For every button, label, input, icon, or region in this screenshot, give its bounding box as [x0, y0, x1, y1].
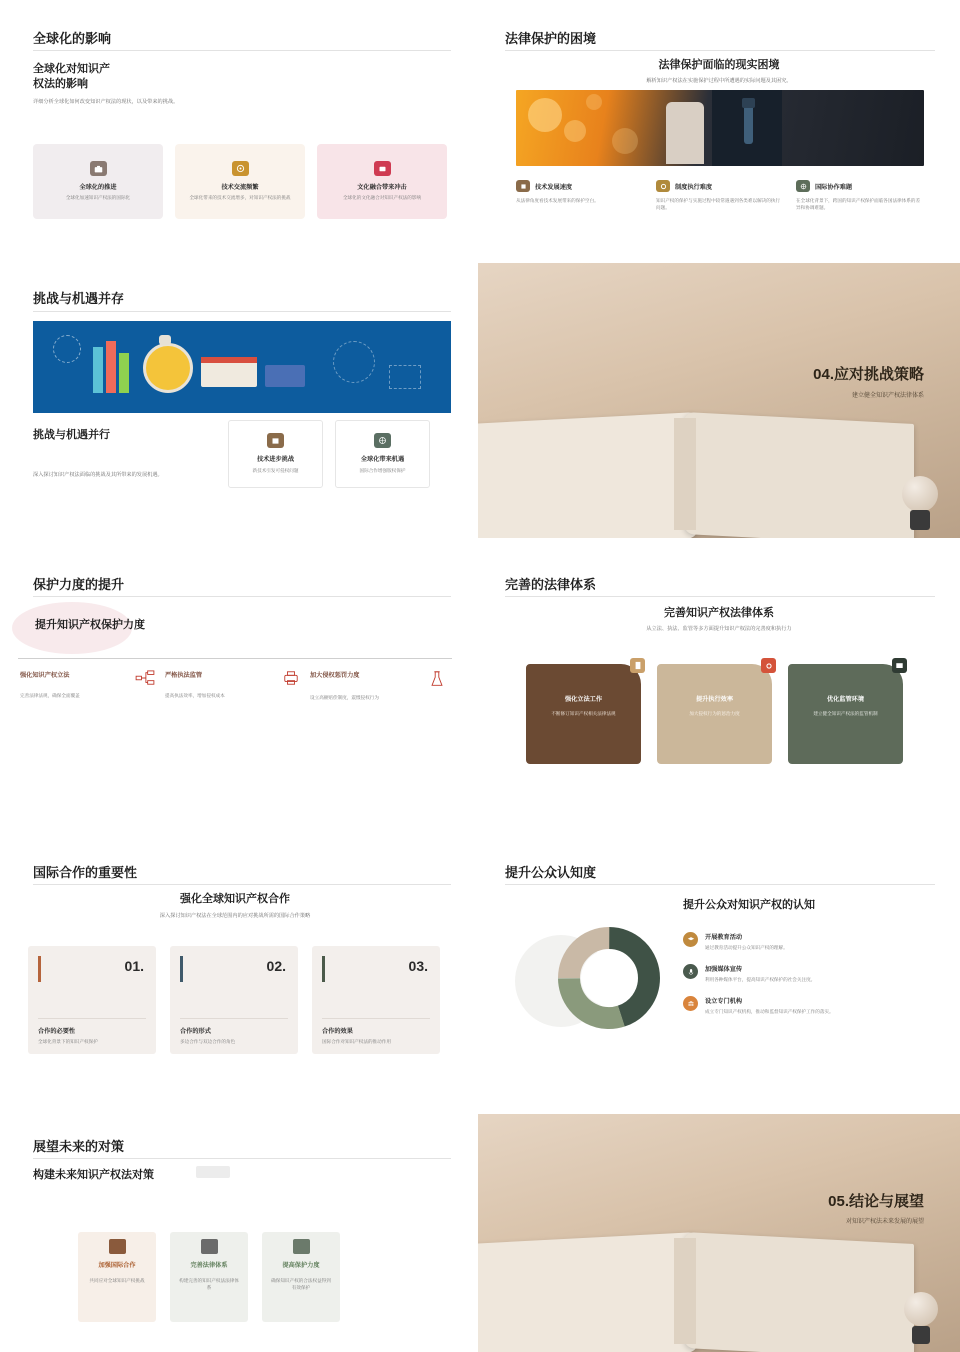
- slide8-title: 提升公众认知度: [505, 865, 597, 880]
- slide3-card-2-title: 全球化带来机遇: [360, 456, 405, 464]
- book-left-page: [478, 1232, 698, 1352]
- slide3-lead: [33, 426, 193, 480]
- slide7-card-3[interactable]: [312, 946, 440, 1054]
- slide2-sub-desc: 解析知识产权法在实施保护过程中所遭遇的实际问题及其困究。: [646, 78, 792, 84]
- gear-icon: [761, 658, 776, 673]
- slide5-column-list: [20, 670, 455, 701]
- slide2-col-2[interactable]: [656, 180, 782, 211]
- slide5-title: 保护力度的提升: [33, 577, 125, 592]
- slide2-sub-title: 法律保护面临的现实困境: [658, 59, 780, 71]
- slide5-columns-rule: [18, 658, 452, 659]
- slide5-divider: [33, 596, 451, 597]
- slide9-card-list: [78, 1232, 340, 1322]
- slide4-number-text: 04.应对挑战策略: [813, 366, 924, 383]
- accent-bar: [322, 956, 325, 982]
- slide2-col-3-title: 国际协作难题: [815, 183, 853, 191]
- slide3-card-1[interactable]: [228, 420, 323, 488]
- slide7-card-1-number: 01.: [124, 958, 144, 974]
- slide6-card-2[interactable]: [657, 664, 772, 764]
- doc-icon: [630, 658, 645, 673]
- slide2-col-1[interactable]: [516, 180, 642, 211]
- slide6-card-1-title: 强化立法工作: [564, 696, 603, 703]
- slide7-card-2-desc: 多边合作与双边合作的角色: [180, 1039, 236, 1044]
- book-icon: [267, 433, 284, 448]
- bank-icon: [683, 996, 698, 1011]
- slide3-banner-image: [33, 321, 451, 413]
- slide7-sub-desc: 深入探讨知识产权法在全球范围内的应对挑战所需的国际合作策略: [159, 913, 311, 919]
- accent-bar: [38, 956, 41, 982]
- mic-icon: [683, 964, 698, 979]
- slide6-card-3[interactable]: [788, 664, 903, 764]
- slide6-subhead: [478, 604, 960, 634]
- slide5-col-1[interactable]: [20, 670, 165, 701]
- slide4-section-number: [813, 363, 924, 399]
- slide8-subhead: 提升公众对知识产权的认知: [683, 899, 815, 911]
- slide-future-outlook: [0, 1114, 470, 1352]
- cube-icon: [109, 1239, 126, 1254]
- slide6-card-list: [526, 664, 903, 764]
- sphere-decor: [904, 1292, 938, 1326]
- slide8-item-1-desc: 通过教育活动提升公众知识产权的理解。: [705, 945, 788, 950]
- slide3-title: 挑战与机遇并存: [33, 291, 125, 306]
- slide8-item-2-desc: 利用各种媒体平台，提高知识产权保护的社会关注度。: [705, 977, 816, 983]
- globe-icon: [796, 180, 810, 192]
- cube-icon: [293, 1239, 310, 1254]
- slide5-col-2-desc: 提高执法效率，增加侵权成本: [165, 693, 225, 698]
- placeholder-block: [196, 1166, 230, 1178]
- slide2-title: 法律保护的困境: [505, 31, 597, 46]
- monitor-icon: [892, 658, 907, 673]
- slide3-card-2[interactable]: [335, 420, 430, 488]
- slide-section-04: [478, 263, 960, 538]
- slide10-section-number: [828, 1190, 924, 1225]
- slide2-col-1-title: 技术发展速度: [535, 183, 573, 191]
- slide1-card-list: [33, 144, 447, 219]
- slide9-card-1-title: 加强国际合作: [98, 1262, 136, 1269]
- slide-international-cooperation: [0, 834, 470, 1106]
- slide5-subhead: 提升知识产权保护力度: [35, 619, 145, 631]
- slide3-lead-desc: 深入探讨知识产权法面临的挑战及其所带来的发展机遇。: [33, 472, 163, 478]
- slide6-title: 完善的法律体系: [505, 577, 597, 592]
- donut-chart: [513, 906, 688, 1056]
- slide1-card-1[interactable]: [33, 144, 163, 219]
- gear-icon: [656, 180, 670, 192]
- slide3-card-1-title: 技术进步挑战: [256, 456, 295, 464]
- slide-globalization-impact: [0, 0, 470, 255]
- cap-icon: [683, 932, 698, 947]
- slide7-card-3-desc: 国际合作对知识产权法的推动作用: [322, 1039, 391, 1044]
- slide-legal-protection-dilemma: [478, 0, 960, 255]
- slide5-col-3-desc: 设立高额赔偿制度，震慑侵权行为: [310, 695, 379, 700]
- sitemap-icon: [135, 670, 155, 686]
- slide1-card-3-title: 文化融合带来冲击: [357, 184, 407, 192]
- base-decor: [912, 1326, 930, 1344]
- slide2-banner-image: [516, 90, 924, 166]
- slide1-card-1-title: 全球化的推进: [79, 184, 117, 192]
- slide9-card-2[interactable]: [170, 1232, 248, 1322]
- book-right-page: [684, 1232, 914, 1352]
- slide5-col-2-title: 严格执法监管: [165, 672, 203, 679]
- slide1-card-3-desc: 全球化的文化融合对知识产权法的影响: [342, 195, 422, 201]
- slide1-card-3[interactable]: [317, 144, 447, 219]
- briefcase-icon: [90, 161, 107, 176]
- cube-icon: [201, 1239, 218, 1254]
- slide6-sub-desc: 从立法、执法、监管等多方面提升知识产权法的完善度和执行力: [646, 626, 792, 632]
- slide9-card-3-desc: 确保知识产权的合法权益得到有效保护: [271, 1278, 331, 1291]
- slide3-card-list: [228, 420, 430, 488]
- book-right-page: [684, 412, 914, 538]
- slide1-card-2-desc: 全球化带来的技术交流增多，对知识产权法的挑战: [189, 195, 291, 201]
- slide1-card-2[interactable]: [175, 144, 305, 219]
- book-spine: [674, 418, 696, 530]
- slide1-title: 全球化的影响: [33, 31, 112, 46]
- slide1-lead-title: 全球化对知识产 权法的影响: [33, 63, 110, 90]
- printer-icon: [282, 670, 300, 686]
- slide-protection-strength: [0, 546, 470, 826]
- slide1-card-1-desc: 全球化加速知识产权法的国际化: [65, 195, 131, 201]
- slide8-item-2-title: 加强媒体宣传: [705, 966, 743, 974]
- slide7-divider: [33, 884, 451, 885]
- slide5-col-1-title: 强化知识产权立法: [20, 672, 70, 679]
- slide2-col-2-desc: 知识产权的保护与实施过程中较常遇遇到各类难以解决的执行问题。: [656, 198, 781, 211]
- slide8-item-2[interactable]: [683, 964, 834, 983]
- slide10-sub-text: 对知识产权法未来发展的展望: [845, 1219, 924, 1225]
- slide9-subhead: 构建未来知识产权法对策: [33, 1169, 154, 1181]
- book-left-page: [478, 412, 698, 538]
- accent-bar: [180, 956, 183, 982]
- slide-section-05: [478, 1114, 960, 1352]
- slide7-card-2[interactable]: [170, 946, 298, 1054]
- slide7-title: 国际合作的重要性: [33, 865, 138, 880]
- slide9-card-1-desc: 共同应对全球知识产权挑战: [89, 1278, 145, 1283]
- slide3-divider: [33, 311, 451, 312]
- slide7-card-2-title: 合作的形式: [180, 1028, 211, 1035]
- slide6-card-2-desc: 加大侵权行为的惩治力度: [689, 711, 740, 716]
- slide-legal-system: [478, 546, 960, 826]
- slide5-col-3-title: 加大侵权惩罚力度: [310, 672, 360, 679]
- slide5-col-2[interactable]: [165, 670, 310, 701]
- slide2-subhead: [478, 56, 960, 86]
- slide5-col-1-desc: 完善法律法规，确保全面覆盖: [20, 693, 80, 698]
- slide8-divider: [505, 884, 935, 885]
- slide7-card-1[interactable]: [28, 946, 156, 1054]
- slide3-lead-title: 挑战与机遇并行: [33, 429, 110, 441]
- book-spine: [674, 1238, 696, 1344]
- slide1-card-2-title: 技术交流频繁: [221, 184, 259, 192]
- slide6-sub-title: 完善知识产权法律体系: [664, 607, 774, 619]
- slide4-sub-text: 建立健全知识产权法律体系: [851, 393, 924, 399]
- slide9-card-3-title: 提高保护力度: [282, 1262, 320, 1269]
- slide1-divider: [33, 50, 451, 51]
- slide1-lead: [33, 62, 183, 106]
- slide-public-awareness: [478, 834, 960, 1106]
- slide7-card-1-desc: 全球化背景下的知识产权保护: [38, 1039, 98, 1044]
- slide2-col-2-title: 制度执行难度: [675, 183, 713, 191]
- slide8-item-1-title: 开展教育活动: [705, 934, 743, 941]
- slide9-card-1[interactable]: [78, 1232, 156, 1322]
- base-decor: [910, 510, 930, 530]
- slide3-card-1-desc: 新技术引发可侵权问题: [252, 468, 299, 474]
- stop-icon: [374, 161, 391, 176]
- slide7-card-2-number: 02.: [266, 958, 286, 974]
- slide1-lead-desc: 详细分析全球化如何改变知识产权法的现状，以及带来的挑战。: [33, 98, 179, 105]
- slide7-card-3-number: 03.: [408, 958, 428, 974]
- slide7-card-list: [28, 946, 440, 1054]
- slide3-card-2-desc: 国际合作增强版权保护: [359, 468, 406, 474]
- slide8-item-3-desc: 成立专门知识产权机构，推动和监督知识产权保护工作的落实。: [705, 1009, 834, 1015]
- slide6-card-3-desc: 建立健全知识产权法的监管机制: [813, 711, 878, 716]
- slide9-card-2-title: 完善法律体系: [190, 1262, 228, 1269]
- slide2-col-3[interactable]: [796, 180, 922, 211]
- slide-challenges-opportunities: [0, 263, 470, 538]
- slide6-card-1-desc: 不断修订知识产权相关法律法规: [551, 711, 616, 716]
- sphere-decor: [902, 476, 938, 512]
- flask-icon: [429, 670, 445, 688]
- slide7-sub-title: 强化全球知识产权合作: [180, 893, 290, 905]
- slide8-item-3-title: 设立专门机构: [705, 998, 743, 1006]
- slide6-card-1[interactable]: [526, 664, 641, 764]
- slide2-column-list: [516, 180, 922, 211]
- slide5-col-3[interactable]: [310, 670, 455, 701]
- target-icon: [232, 161, 249, 176]
- slide9-title: 展望未来的对策: [33, 1139, 125, 1154]
- slide2-col-1-desc: 从法律角度看技术发展带来的保护空白。: [516, 198, 599, 203]
- slide6-divider: [505, 596, 935, 597]
- slide7-card-3-title: 合作的效果: [322, 1028, 353, 1035]
- slide2-divider: [505, 50, 935, 51]
- slide10-number-text: 05.结论与展望: [828, 1193, 924, 1210]
- slide6-card-2-title: 提升执行效率: [695, 696, 734, 703]
- slide8-item-3[interactable]: [683, 996, 834, 1015]
- slide8-item-1[interactable]: [683, 932, 834, 951]
- slide7-card-1-title: 合作的必要性: [38, 1028, 76, 1035]
- slide9-card-2-desc: 构建完善的知识产权法法律体系: [179, 1278, 239, 1291]
- slide6-card-3-title: 优化监管环境: [826, 696, 865, 703]
- slide7-subhead: [0, 890, 470, 921]
- chip-icon: [516, 180, 530, 192]
- slide8-item-list: [683, 932, 834, 1028]
- globe-icon: [374, 433, 391, 448]
- slide9-divider: [33, 1158, 451, 1159]
- slide2-col-3-desc: 在全球化背景下，跨国的知识产权保护面临各国法律体系的差异和协调难题。: [796, 198, 921, 211]
- slide9-card-3[interactable]: [262, 1232, 340, 1322]
